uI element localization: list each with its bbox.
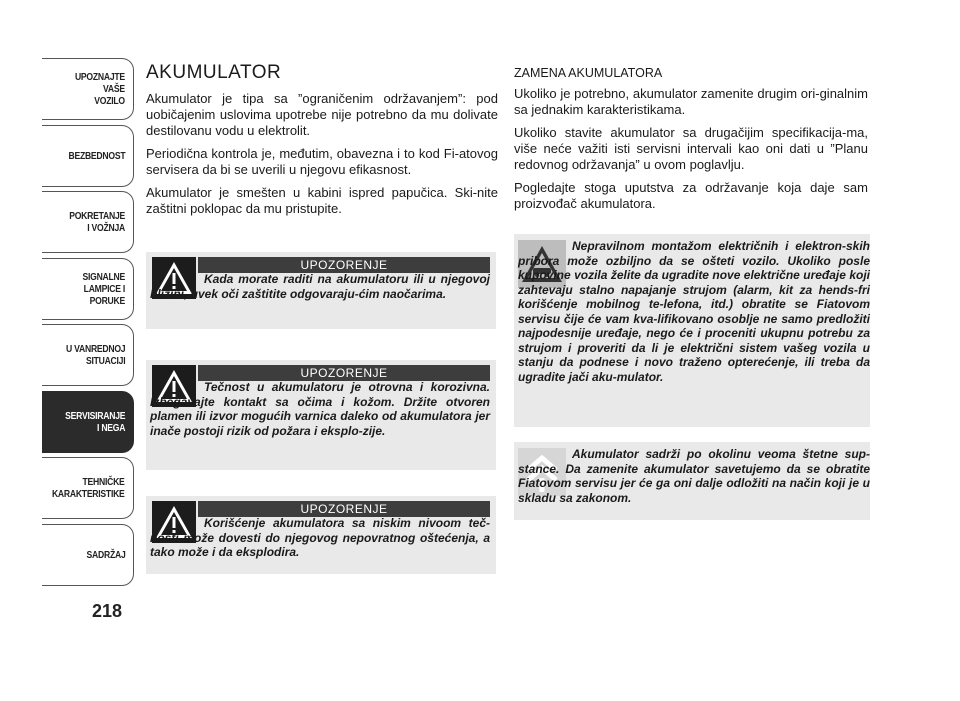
tab-signalne-lampice[interactable] <box>42 258 134 320</box>
paragraph: Ukoliko je potrebno, akumulator zamenite drugim ori-ginalnim sa jednakim karakteristikama. <box>514 86 868 117</box>
tab-tehnicke-karakteristike[interactable] <box>42 457 134 519</box>
note-text: Nepravilnom montažom električnih i elektron-skih pribora može ozbiljno da se ošteti vozilo. Ukoliko posle kupovine vozila želite da ugradite nove električne uređaje koji zahtevaju stalno napajanje strujom (alarm, kit za hends-fri korišćenje mobilnog te-lefona, itd.) obratite se Fiatovom servisu čije će vam kva-lifikovano osoblje ne samo predložiti najpodesnije uređaje, nego će i proceniti ukupnu potrebu za strujom i proveriti da li je električni sistem vašeg vozila u stanju da podnese i novo traženo opterećenje, ili treba da ugradite jači aku-mulator. <box>518 239 870 384</box>
warning-text: Tečnost u akumulatoru je otrovna i korozivna. Izbegavajte kontakt sa očima i kožom. Držite otvoren plamen ili izvor mogućih varnica daleko od akumulatora jer inače postoji rizik od požara i eksplo-zije. <box>150 380 490 438</box>
paragraph: Periodična kontrola je, međutim, obavezna i to kod Fi-atovog servisera da bi se uverili u njegovu efikasnost. <box>146 146 498 177</box>
warning-box <box>146 360 496 470</box>
warning-text: Korišćenje akumulatora sa niskim nivoom teč-nosti može dovesti do njegovog nepovratnog oštećenja, a tako može i da eksplodira. <box>150 516 490 559</box>
tab-label: UPOZNAJTE VAŠE VOZILO <box>75 71 125 107</box>
tab-label: SIGNALNE LAMPICE I PORUKE <box>82 270 125 307</box>
paragraph: Akumulator je tipa sa ”ograničenim održavanjem”: pod uobičajenim uslovima upotrebe nije potrebno da mu dolivate destilovanu vodu u elektrolit. <box>146 91 498 138</box>
section-title: ZAMENA AKUMULATORA <box>514 66 663 80</box>
tab-pokretanje-i-voznja[interactable] <box>42 191 134 253</box>
note-text: Akumulator sadrži po okolinu veoma štetne sup-stance. Da zamenite akumulator savetujemo da se obratite Fiatovom servisu jer će ga oni dalje odložiti na način koji je u skladu sa zakonom. <box>518 447 870 505</box>
tab-sadrzaj[interactable] <box>42 524 134 586</box>
warning-heading: UPOZORENJE <box>198 257 490 273</box>
warning-heading: UPOZORENJE <box>198 501 490 517</box>
tab-label: SADRŽAJ <box>86 548 125 561</box>
tab-label: POKRETANJE I VOŽNJA <box>69 210 125 234</box>
warning-box <box>146 252 496 329</box>
warning-box <box>146 496 496 574</box>
tab-servisiranje-i-nega[interactable] <box>42 391 134 453</box>
tab-label: U VANREDNOJ SITUACIJI <box>65 343 125 367</box>
paragraph: Ukoliko stavite akumulator sa drugačijim specifikacija-ma, više neće važiti isti servisni intervali kao oni dati u ”Planu redovnog održavanja” u ovom poglavlju. <box>514 125 868 172</box>
warning-text: Kada morate raditi na akumulatoru ili u njegovoj blizini, uvek oči zaštitite odgovaraju-ćim naočarima. <box>150 272 490 301</box>
tab-label: TEHNIČKE KARAKTERISTIKE <box>52 476 125 500</box>
left-column <box>146 62 498 224</box>
caution-note <box>514 234 870 427</box>
tab-label: SERVISIRANJE I NEGA <box>64 409 125 434</box>
page-title: AKUMULATOR <box>146 62 282 83</box>
environment-note <box>514 442 870 520</box>
tab-bezbednost[interactable] <box>42 125 134 187</box>
paragraph: Akumulator je smešten u kabini ispred papučica. Ski-nite zaštitni poklopac da mu pristupite. <box>146 185 498 216</box>
warning-heading: UPOZORENJE <box>198 365 490 381</box>
tab-u-vanrednoj-situaciji[interactable] <box>42 324 134 386</box>
section-sidebar <box>42 58 134 590</box>
tab-upoznajte-vase-vozilo[interactable] <box>42 58 134 120</box>
page-number: 218 <box>92 601 123 621</box>
paragraph: Pogledajte stoga uputstva za održavanje koja daje sam proizvođač akumulatora. <box>514 180 868 211</box>
tab-label: BEZBEDNOST <box>68 149 125 162</box>
right-column <box>514 66 868 219</box>
